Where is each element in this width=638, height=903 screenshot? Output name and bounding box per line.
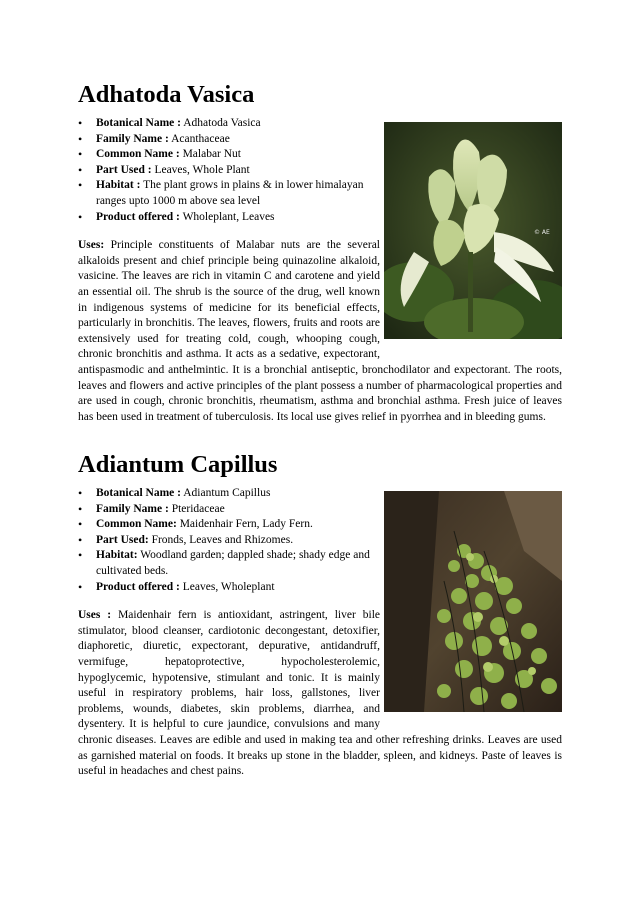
adhatoda-flower-photo [384, 122, 562, 339]
plant-title: Adhatoda Vasica [78, 81, 255, 108]
plant-title: Adiantum Capillus [78, 451, 278, 478]
fact-common-name: • Common Name: Maidenhair Fern, Lady Fern. [78, 517, 378, 533]
plant-section-adiantum [78, 450, 562, 780]
maidenhair-fern-photo [384, 491, 562, 712]
fact-part-used: • Part Used: Fronds, Leaves and Rhizomes. [78, 533, 378, 549]
uses-paragraph: Uses : Maidenhair fern is antioxidant, astringent, liver bile stimulator, blood cleanser, cardiotonic decongestant, detoxifier, diaphoretic, diuretic, expectorant, depurative, antidandruff, vermifuge, hepatoprotective, hypocholesterolemic, hypoglycemic, hypotensive, stimulant and tonic. It is mainly useful in respiratory problems, hair loss, gallstones, liver problems, wounds, diabetes, skin problems, diarrhea, and dysentery. It is helpful to cure jaundice, convulsions and many chronic diseases. Leaves are edible and used in making tea and other refreshing drinks. Leaves are used as garnished material on foods. It breaks up stone in the bladder, spleen, and kidneys. Paste of leaves is useful in headaches and chest pains. [78, 609, 562, 778]
fact-habitat: • Habitat: Woodland garden; dappled shade; shady edge and cultivated beds. [78, 548, 378, 579]
fact-botanical-name: • Botanical Name : Adhatoda Vasica [78, 116, 378, 132]
fact-part-used: • Part Used : Leaves, Whole Plant [78, 163, 378, 179]
svg-text:© AE: © AE [534, 229, 550, 236]
plant-facts-list [78, 116, 378, 225]
fact-botanical-name: • Botanical Name : Adiantum Capillus [78, 486, 378, 502]
uses-paragraph: Uses: Principle constituents of Malabar nuts are the several alkaloids present and chief principle being quinazoline alkaloid, vasicine. The leaves are rich in vitamin C and carotene and yield an essential oil. The shrub is the source of the drug, well known in indigenous systems of medicine for its beneficial effects, particularly in bronchitis. The leaves, flowers, fruits and roots are extensively used for treating cold, cough, whooping cough, chronic bronchitis and asthma. It acts as a sedative, expectorant, antispasmodic and anthelmintic. It is a bronchial antiseptic, bronchodilator and expectorant. The roots, leaves and flowers and active principles of the plant possess a number of pharmacological properties and are used in cough, chronic bronchitis, rheumatism, asthma and bronchial asthma. Fresh juice of leaves has been used in treatment of tuberculosis. Its local use gives relief in pyorrhea and in bleeding gums. [78, 239, 562, 423]
fact-family-name: • Family Name : Acanthaceae [78, 132, 378, 148]
plant-facts-list [78, 486, 378, 595]
fact-family-name: • Family Name : Pteridaceae [78, 502, 378, 518]
plant-section-adhatoda [78, 80, 562, 425]
fact-habitat: • Habitat : The plant grows in plains & in lower himalayan ranges upto 1000 m above sea level [78, 178, 378, 209]
fact-product-offered: • Product offered : Leaves, Wholeplant [78, 580, 378, 596]
fact-product-offered: • Product offered : Wholeplant, Leaves [78, 210, 378, 226]
fact-common-name: • Common Name : Malabar Nut [78, 147, 378, 163]
